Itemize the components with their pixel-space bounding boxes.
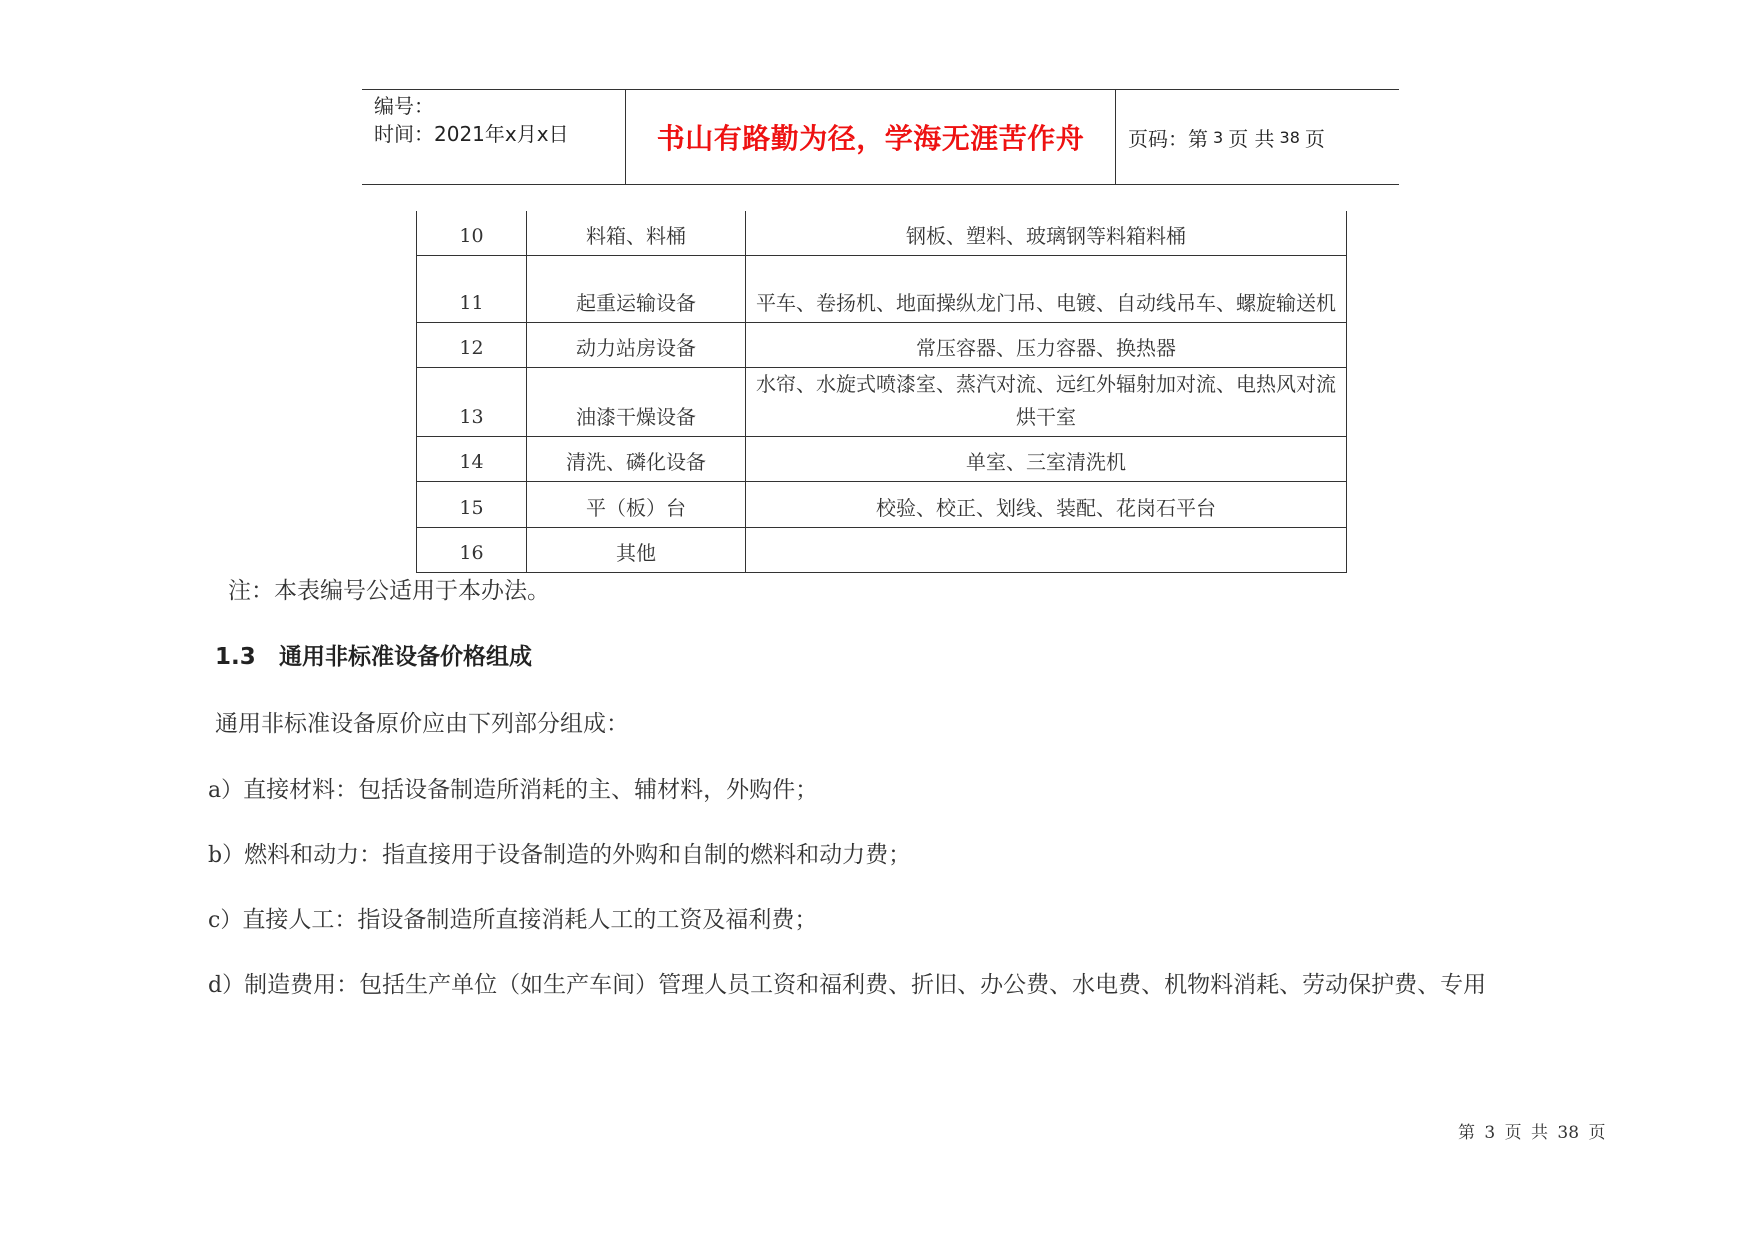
table-row — [417, 322, 1347, 367]
list-item — [208, 771, 818, 804]
page-suffix: 页 — [1304, 126, 1325, 151]
section-heading — [215, 638, 532, 671]
row-number: 16 — [417, 527, 527, 572]
row-number: 12 — [417, 322, 527, 367]
list-text: 直接材料：包括设备制造所消耗的主、辅材料，外购件； — [243, 777, 819, 803]
equipment-desc — [746, 527, 1347, 572]
equipment-desc: 校验、校正、划线、装配、花岗石平台 — [746, 481, 1347, 527]
equipment-desc: 常压容器、压力容器、换热器 — [746, 322, 1347, 367]
equipment-name: 料箱、料桶 — [527, 211, 746, 255]
section-number: 1.3 — [215, 644, 256, 670]
list-marker: b） — [208, 843, 245, 868]
list-item — [208, 901, 817, 934]
table-row — [417, 527, 1347, 572]
equipment-name: 油漆干燥设备 — [527, 367, 746, 436]
equipment-name: 动力站房设备 — [527, 322, 746, 367]
list-text: 燃料和动力：指直接用于设备制造的外购和自制的燃料和动力费； — [244, 842, 912, 868]
equipment-name: 起重运输设备 — [527, 255, 746, 322]
intro-paragraph: 通用非标准设备原价应由下列部分组成： — [215, 711, 629, 737]
list-marker: a） — [208, 778, 244, 803]
equipment-desc: 平车、卷扬机、地面操纵龙门吊、电镀、自动线吊车、螺旋输送机 — [746, 255, 1347, 322]
equipment-name: 清洗、磷化设备 — [527, 436, 746, 481]
row-number: 14 — [417, 436, 527, 481]
row-number: 13 — [417, 367, 527, 436]
page-footer: 第 3 页 共 38 页 — [1458, 1123, 1606, 1143]
page-header — [362, 89, 1399, 185]
header-motto: 书山有路勤为径，学海无涯苦作舟 — [626, 90, 1116, 184]
row-number: 15 — [417, 481, 527, 527]
list-marker: c） — [208, 908, 243, 933]
table-note: 注：本表编号公适用于本办法。 — [228, 578, 550, 604]
row-number: 11 — [417, 255, 527, 322]
time-label: 时间：2021年x月x日 — [374, 122, 569, 146]
equipment-name: 其他 — [527, 527, 746, 572]
list-text: 制造费用：包括生产单位（如生产车间）管理人员工资和福利费、折旧、办公费、水电费、机物料消耗、劳动保护费、专用 — [244, 972, 1487, 998]
page-total: 38 — [1279, 127, 1300, 147]
equipment-name: 平（板）台 — [527, 481, 746, 527]
list-text: 直接人工：指设备制造所直接消耗人工的工资及福利费； — [242, 907, 818, 933]
section-title: 通用非标准设备价格组成 — [279, 644, 532, 670]
page-prefix: 页码：第 — [1128, 126, 1208, 151]
table-row — [417, 481, 1347, 527]
equipment-desc: 钢板、塑料、玻璃钢等料箱料桶 — [746, 211, 1347, 255]
page-current: 3 — [1213, 127, 1224, 147]
list-item — [208, 966, 1486, 999]
header-page-info — [1116, 90, 1399, 184]
number-label: 编号： — [374, 94, 434, 118]
equipment-desc: 单室、三室清洗机 — [746, 436, 1347, 481]
list-marker: d） — [208, 973, 245, 998]
list-item — [208, 836, 911, 869]
header-meta — [362, 90, 626, 184]
page-mid: 页 共 — [1228, 126, 1275, 151]
equipment-table — [416, 211, 1347, 573]
row-number: 10 — [417, 211, 527, 255]
table-row — [417, 255, 1347, 322]
table-row — [417, 211, 1347, 255]
table-row — [417, 367, 1347, 436]
equipment-desc: 水帘、水旋式喷漆室、蒸汽对流、远红外辐射加对流、电热风对流烘干室 — [746, 367, 1347, 436]
table-row — [417, 436, 1347, 481]
